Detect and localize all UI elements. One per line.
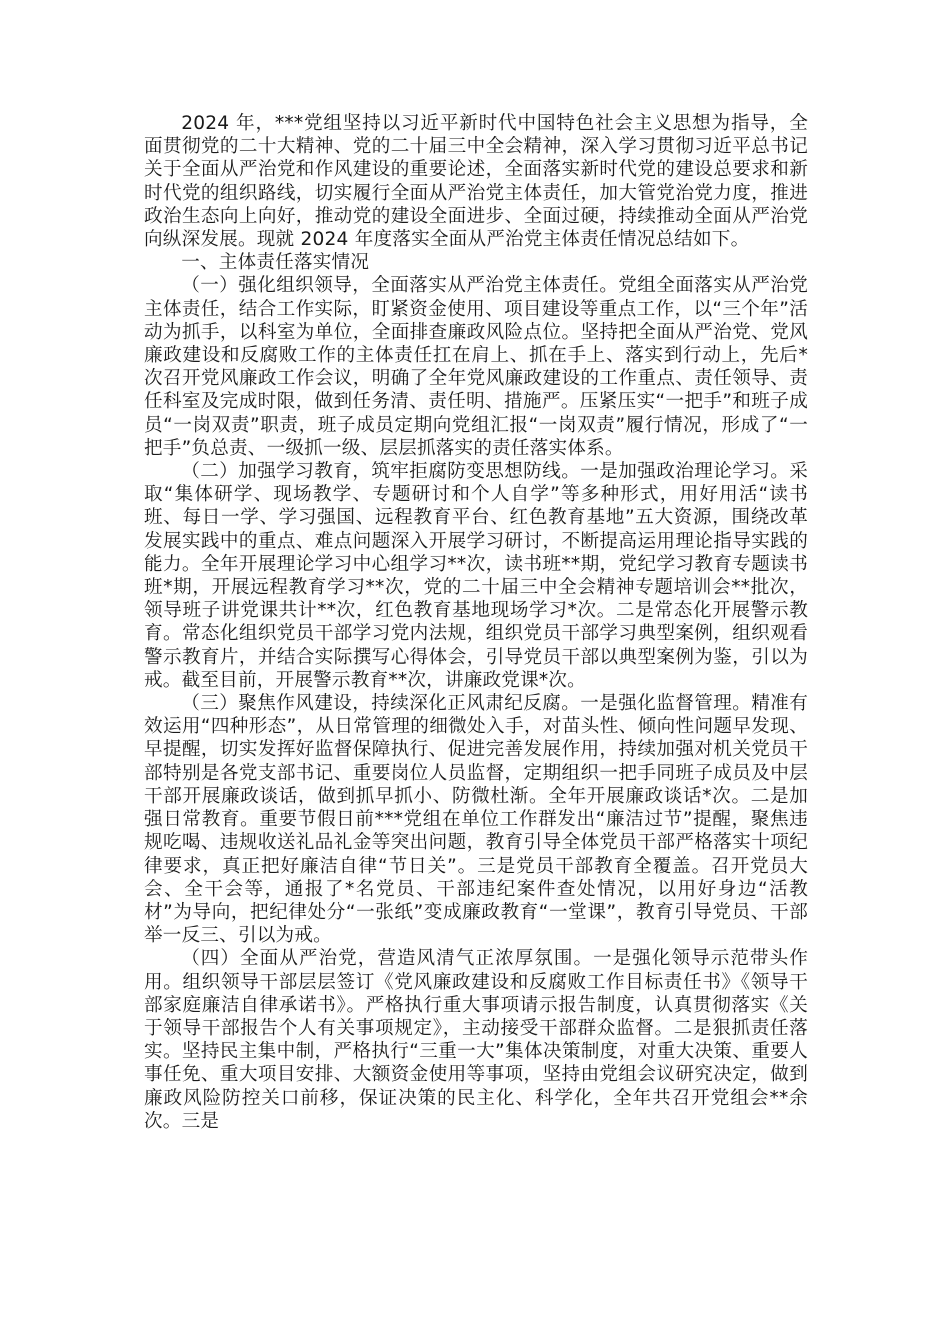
subsection-paragraph-3: （三）聚焦作风建设，持续深化正风肃纪反腐。一是强化监督管理。精准有效运用“四种形态”，从日常管理的细微处入手，对苗头性、倾向性问题早发现、早提醒，切实发挥好监督保障执行、促进完善发展作用，持续加强对机关党员干部特别是各党支部书记、重要岗位人员监督，定期组织一把手同班子成员及中层干部开展廉政谈话，做到抓早抓小、防微杜渐。全年开展廉政谈话*次。二是加强日常教育。重要节假日前***党组在单位工作群发出“廉洁过节”提醒，聚焦违规吃喝、违规收送礼品礼金等突出问题，教育引导全体党员干部严格落实十项纪律要求，真正把好廉洁自律“节日关”。三是党员干部教育全覆盖。召开党员大会、全干会等，通报了*名党员、干部违纪案件查处情况，以用好身边“活教材”为导向，把纪律处分“一张纸”变成廉政教育“一堂课”，教育引导党员、干部举一反三、引以为戒。 [144,693,808,947]
section-heading: 一、主体责任落实情况 [181,252,370,274]
document-page [144,112,808,1133]
subsection-paragraph-2: （二）加强学习教育，筑牢拒腐防变思想防线。一是加强政治理论学习。采取“集体研学、现场教学、专题研讨和个人自学”等多种形式，用好用活“读书班、每日一学、学习强国、远程教育平台、红色教育基地”五大资源，围绕改革发展实践中的重点、难点问题深入开展学习研讨，不断提高运用理论指导实践的能力。全年开展理论学习中心组学习**次，读书班**期，党纪学习教育专题读书班*期，开展远程教育学习**次，党的二十届三中全会精神专题培训会**批次，领导班子讲党课共计**次，红色教育基地现场学习*次。二是常态化开展警示教育。常态化组织党员干部学习党内法规，组织党员干部学习典型案例，组织观看警示教育片，并结合实际撰写心得体会，引导党员干部以典型案例为鉴，引以为戒。截至目前，开展警示教育**次，讲廉政党课*次。 [144,461,808,691]
intro-paragraph: 2024 年，***党组坚持以习近平新时代中国特色社会主义思想为指导，全面贯彻党的二十大精神、党的二十届三中全会精神，深入学习贯彻习近平总书记关于全面从严治党和作风建设的重要论述，全面落实新时代党的建设总要求和新时代党的组织路线，切实履行全面从严治党主体责任，加大管党治党力度，推进政治生态向上向好，推动党的建设全面进步、全面过硬，持续推动全面从严治党向纵深发展。现就 2024 年度落实全面从严治党主体责任情况总结如下。 [144,113,808,251]
subsection-paragraph-1: （一）强化组织领导，全面落实从严治党主体责任。党组全面落实从严治党主体责任，结合工作实际，盯紧资金使用、项目建设等重点工作，以“三个年”活动为抓手，以科室为单位，全面排查廉政风险点位。坚持把全面从严治党、党风廉政建设和反腐败工作的主体责任扛在肩上、抓在手上、落实到行动上，先后*次召开党风廉政工作会议，明确了全年党风廉政建设的工作重点、责任领导、责任科室及完成时限，做到任务清、责任明、措施严。压紧压实“一把手”和班子成员“一岗双责”职责，班子成员定期向党组汇报“一岗双责”履行情况，形成了“一把手”负总责、一级抓一级、层层抓落实的责任落实体系。 [144,275,808,459]
subsection-paragraph-4: （四）全面从严治党，营造风清气正浓厚氛围。一是强化领导示范带头作用。组织领导干部层层签订《党风廉政建设和反腐败工作目标责任书》《领导干部家庭廉洁自律承诺书》。严格执行重大事项请示报告制度，认真贯彻落实《关于领导干部报告个人有关事项规定》，主动接受干部群众监督。二是狠抓责任落实。坚持民主集中制，严格执行“三重一大”集体决策制度，对重大决策、重要人事任免、重大项目安排、大额资金使用等事项，坚持由党组会议研究决定，做到廉政风险防控关口前移，保证决策的民主化、科学化，全年共召开党组会**余次。三是 [144,948,808,1132]
